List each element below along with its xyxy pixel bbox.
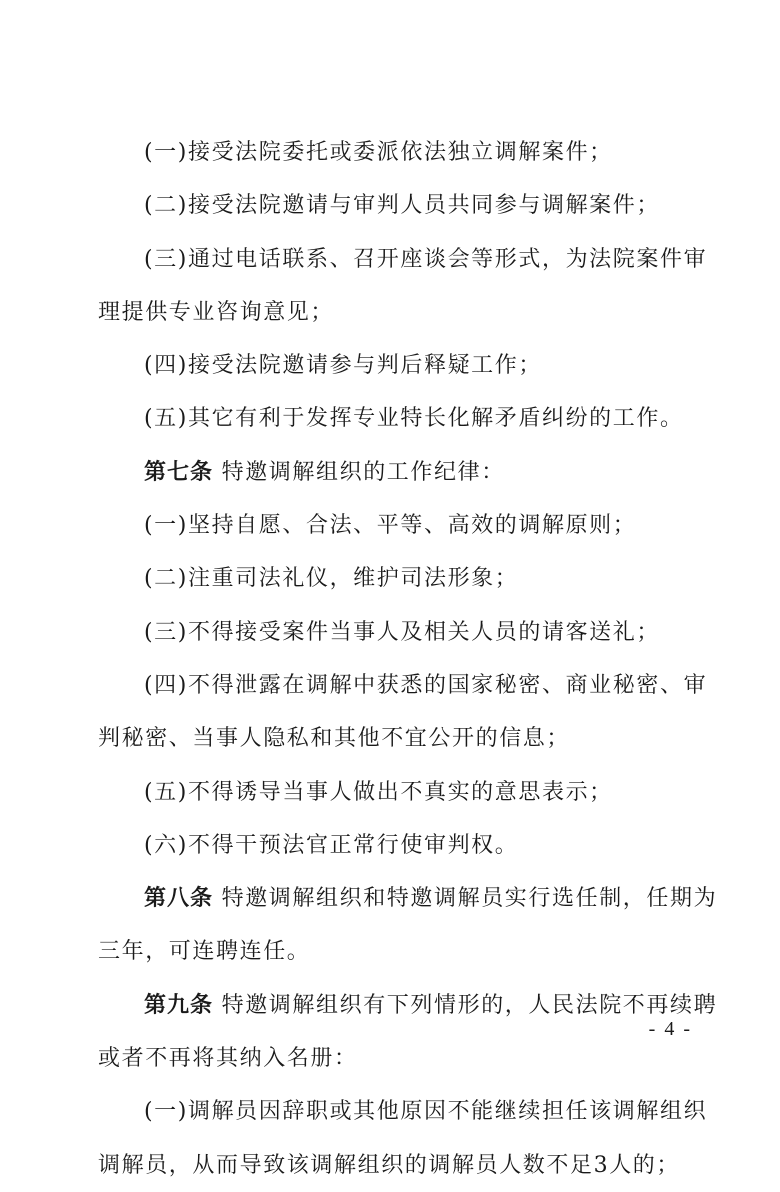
text-line (98, 446, 684, 499)
line-text: (三)通过电话联系、召开座谈会等形式，为法院案件审 (144, 246, 708, 272)
body-text (98, 126, 718, 1192)
line-text: 或者不再将其纳入名册： (98, 1046, 358, 1072)
line-text: (六)不得干预法官正常行使审判权。 (144, 832, 519, 858)
line-text: (一)调解员因辞职或其他原因不能继续担任该调解组织 (144, 1099, 708, 1125)
line-text: (四)不得泄露在调解中获悉的国家秘密、商业秘密、审 (144, 672, 708, 698)
text-line (98, 233, 708, 286)
text-line (98, 179, 684, 232)
line-text: (五)不得诱导当事人做出不真实的意思表示； (144, 779, 613, 805)
line-text: 特邀调解组织和特邀调解员实行选任制，任期为 (213, 886, 718, 912)
text-line (98, 286, 684, 339)
text-line (98, 819, 684, 872)
line-text: (四)接受法院邀请参与判后释疑工作； (144, 353, 542, 379)
text-line (98, 126, 684, 179)
article-heading: 第七条 (144, 459, 214, 485)
line-text: (二)注重司法礼仪，维护司法形象； (144, 566, 519, 592)
article-heading: 第九条 (144, 992, 214, 1018)
text-line (98, 392, 684, 445)
text-line (98, 1139, 684, 1192)
text-line (98, 339, 684, 392)
line-text: (三)不得接受案件当事人及相关人员的请客送礼； (144, 619, 660, 645)
text-line (98, 872, 718, 925)
text-line (98, 712, 684, 765)
text-line (98, 606, 684, 659)
article-heading: 第八条 (144, 886, 214, 912)
line-text: 判秘密、当事人隐私和其他不宜公开的信息； (98, 726, 571, 752)
text-line (98, 925, 684, 978)
text-line (98, 766, 684, 819)
text-line (98, 979, 718, 1032)
text-line (98, 1032, 684, 1085)
line-text: (一)坚持自愿、合法、平等、高效的调解原则； (144, 513, 637, 539)
line-text: 理提供专业咨询意见； (98, 299, 335, 325)
line-text: 特邀调解组织有下列情形的，人民法院不再续聘 (213, 992, 718, 1018)
line-text: 调解员，从而导致该调解组织的调解员人数不足3人的； (98, 1152, 680, 1178)
text-line (98, 552, 684, 605)
line-text: 特邀调解组织的工作纪律： (213, 459, 505, 485)
line-text: (五)其它有利于发挥专业特长化解矛盾纠纷的工作。 (144, 406, 684, 432)
text-line (98, 499, 684, 552)
text-line (98, 659, 708, 712)
page-number: - 4 - (648, 1018, 692, 1040)
line-text: (一)接受法院委托或委派依法独立调解案件； (144, 140, 613, 165)
line-text: (二)接受法院邀请与审判人员共同参与调解案件； (144, 193, 660, 219)
line-text: 三年，可连聘连任。 (98, 939, 311, 965)
